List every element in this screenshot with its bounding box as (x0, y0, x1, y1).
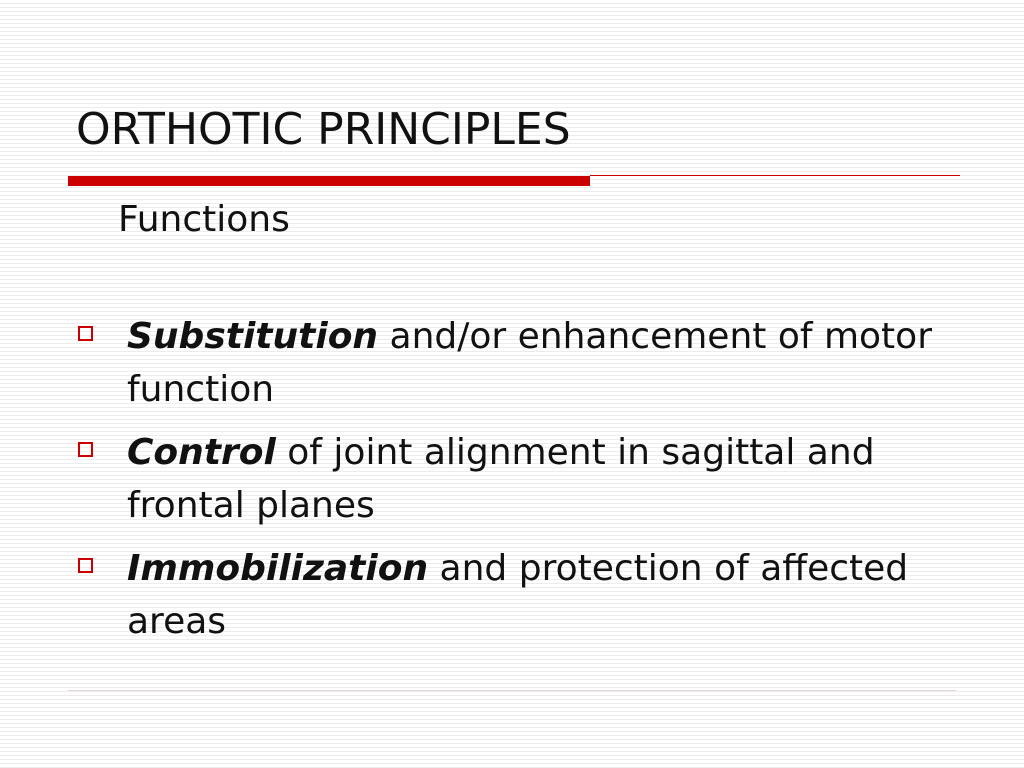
bullet-text (127, 310, 976, 416)
hollow-square-icon (78, 326, 93, 341)
slide-subtitle: Functions (118, 199, 290, 240)
title-underline-thin (590, 175, 960, 176)
bullet-keyword: Control (127, 432, 276, 473)
bullet-text (127, 426, 976, 532)
bullet-item (76, 426, 976, 532)
bullet-description: of joint alignment in sagittal and frontal planes (127, 432, 875, 526)
bullet-text (127, 542, 976, 648)
bullet-keyword: Immobilization (127, 548, 429, 589)
bullet-item (76, 310, 976, 416)
hollow-square-icon (78, 558, 93, 573)
title-underline-thick (68, 176, 590, 186)
bullet-list (76, 310, 976, 658)
footer-divider (68, 690, 956, 691)
hollow-square-icon (78, 442, 93, 457)
bullet-description: and/or enhancement of motor function (127, 316, 933, 410)
bullet-item (76, 542, 976, 648)
slide-title: ORTHOTIC PRINCIPLES (76, 104, 571, 155)
bullet-description: and protection of affected areas (127, 548, 909, 642)
bullet-keyword: Substitution (127, 316, 379, 357)
